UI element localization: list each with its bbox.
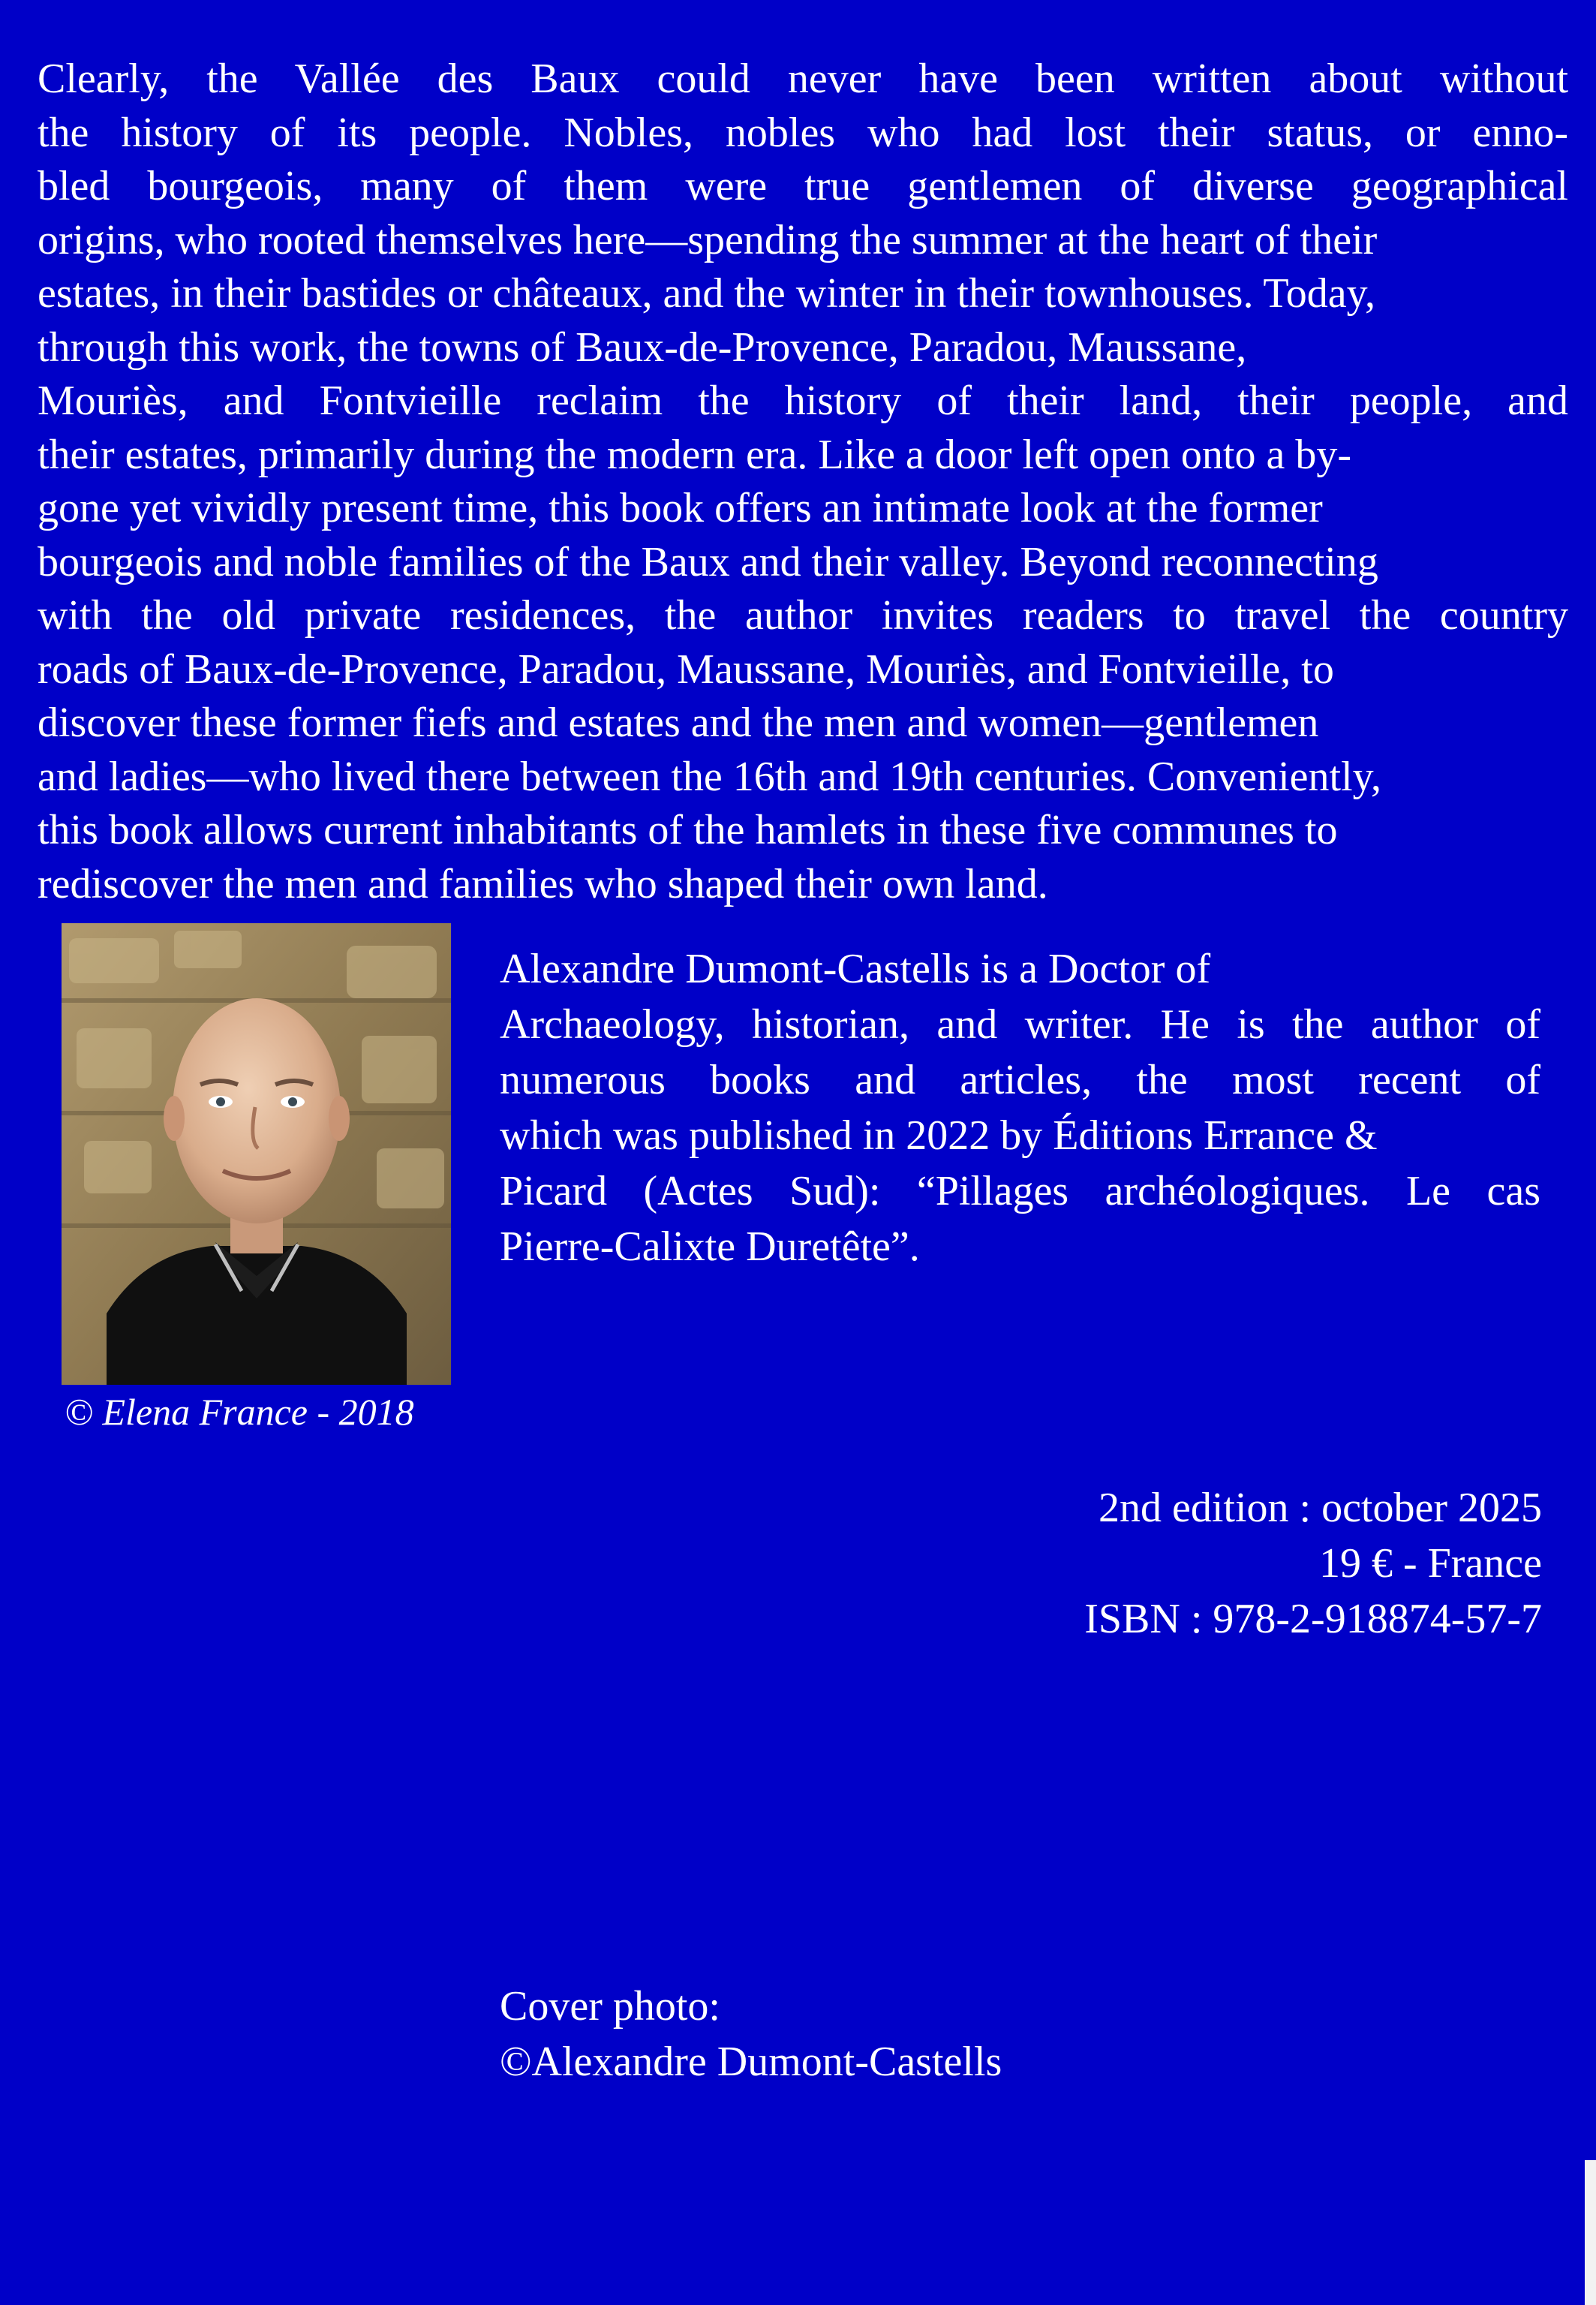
author-bio [500,941,1540,1274]
edition-info [1084,1480,1542,1647]
cover-photo-label: Cover photo: [500,1983,720,2030]
bio-line: Pierre-Calixte Duretête”. [500,1223,920,1270]
bio-line: Picard (Actes Sud): “Pillages archéologiques. Le cas [500,1168,1540,1214]
blurb-line: their estates, primarily during the modern era. Like a door left open onto a by- [38,431,1351,478]
page-edge-strip [1585,2160,1596,2305]
blurb-line: the history of its people. Nobles, nobles who had lost their status, or enno- [38,109,1568,156]
blurb-line: gone yet vividly present time, this book offers an intimate look at the former [38,485,1323,531]
blurb-line: roads of Baux-de-Provence, Paradou, Maussane, Mouriès, and Fontvieille, to [38,645,1334,693]
bio-line: Archaeology, historian, and writer. He is the author of [500,1001,1540,1048]
blurb-line: discover these former fiefs and estates and the men and women—gentlemen [38,700,1319,746]
blurb-line: with the old private residences, the author invites readers to travel the country [38,592,1568,639]
blurb-line: origins, who rooted themselves here—spending the summer at the heart of their [38,216,1378,263]
photo-credit: © Elena France - 2018 [65,1391,414,1433]
blurb-line: Clearly, the Vallée des Baux could never have been written about without [38,56,1568,102]
cover-photo-credit [500,1979,1002,2090]
cover-photo-author: ©Alexandre Dumont-Castells [500,2039,1002,2085]
price: 19 € - France [1318,1540,1542,1587]
bio-line: which was published in 2022 by Éditions Errance & [500,1112,1378,1159]
author-photo [62,923,451,1385]
blurb-line: rediscover the men and families who shaped their own land. [38,860,1048,907]
bio-line: numerous books and articles, the most recent of [500,1057,1540,1103]
blurb-line: estates, in their bastides or châteaux, and the winter in their townhouses. Today, [38,270,1375,317]
blurb-line: this book allows current inhabitants of the hamlets in these five communes to [38,807,1338,853]
blurb-line: Mouriès, and Fontvieille reclaim the history of their land, their people, and [38,378,1568,424]
blurb-line: bled bourgeois, many of them were true gentlemen of diverse geographical [38,163,1568,209]
blurb-line: through this work, the towns of Baux-de-Provence, Paradou, Maussane, [38,323,1247,371]
isbn: ISBN : 978-2-918874-57-7 [1084,1596,1542,1642]
back-cover-blurb [38,53,1568,911]
bio-line: Alexandre Dumont-Castells is a Doctor of [500,946,1211,992]
blurb-line: and ladies—who lived there between the 16th and 19th centuries. Conveniently, [38,753,1381,800]
edition-date: 2nd edition : october 2025 [1098,1485,1542,1531]
blurb-line: bourgeois and noble families of the Baux and their valley. Beyond reconnecting [38,538,1378,585]
